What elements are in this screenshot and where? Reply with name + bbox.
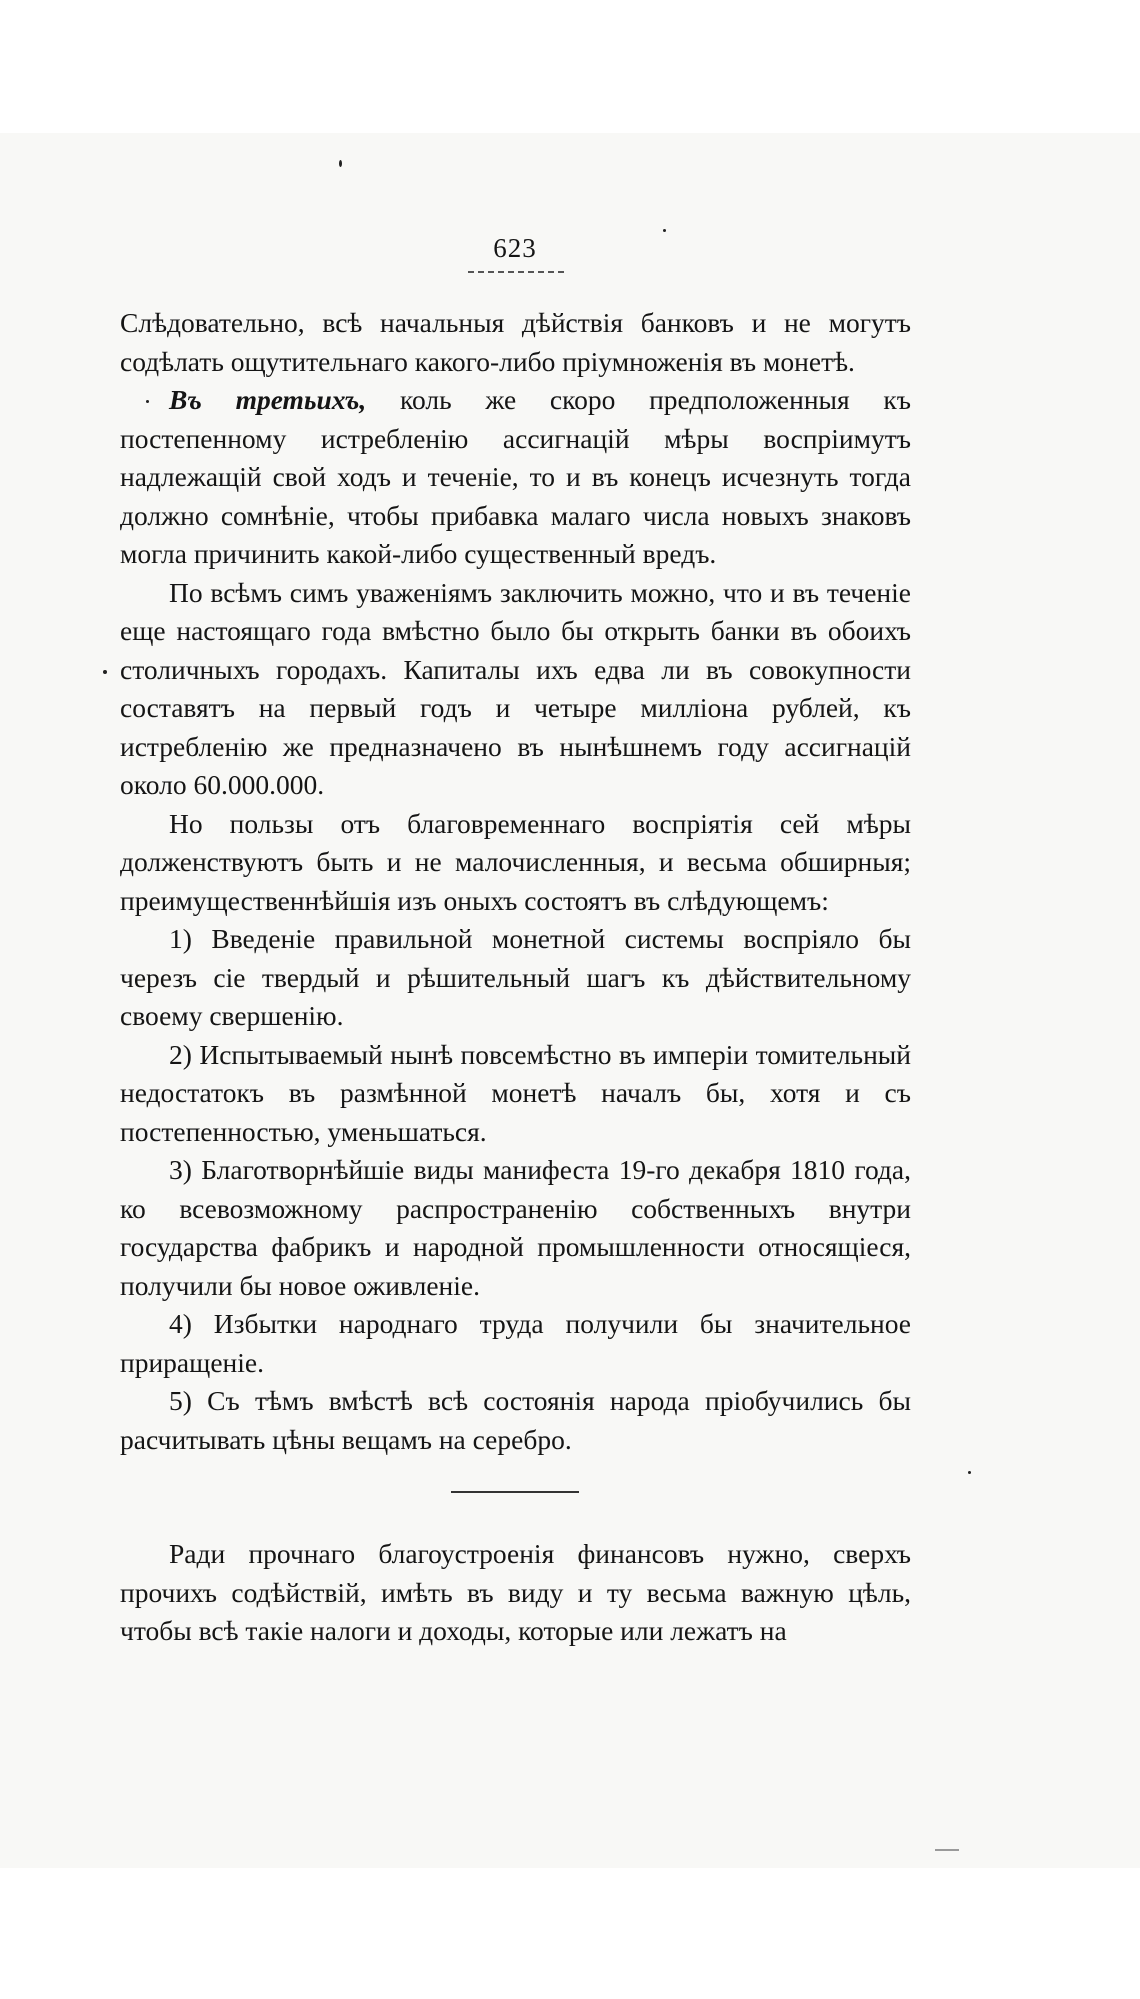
paragraph-1-line-2: содѣлать ощутительнаго какого-либо пріумноженія въ монетѣ. [120, 345, 855, 377]
scan-speck [103, 670, 107, 674]
paragraph-2 [120, 381, 911, 574]
list-item-5: 5) Съ тѣмъ вмѣстѣ всѣ состоянія народа пріобучились бы расчитывать цѣны вещамъ на серебро. [120, 1385, 911, 1455]
list-item-2: 2) Испытываемый нынѣ повсемѣстно въ имперіи томительный недостатокъ въ размѣнной монетѣ началъ бы, хотя и съ постепенностью, уменьшаться. [120, 1038, 911, 1147]
paragraph-2-text: коль же скоро предположенныя къ постепенному истребленію ассигнацій мѣры воспріимутъ надлежащій свой ходъ и теченіе, то и въ конецъ исчезнуть тогда должно сомнѣніе, чтобы прибавка малаго числа новыхъ знаковъ могла причинить какой-либо существенный вредъ. [120, 384, 912, 569]
text-block-lower [120, 1535, 911, 1651]
scan-speck [339, 160, 342, 167]
paragraph-3: По всѣмъ симъ уваженіямъ заключить можно, что и въ теченіе еще настоящаго года вмѣстно было бы открыть банки въ обоихъ столичныхъ городахъ. Капиталы ихъ едва ли въ совокупности составятъ на первый годъ и четыре милліона рублей, къ истребленію же предназначено въ нынѣшнемъ году ассигнацій около 60.000.000. [120, 576, 911, 800]
paragraph-5: Ради прочнаго благоустроенія финансовъ нужно, сверхъ прочихъ содѣйствій, имѣть въ виду и ту весьма важную цѣль, чтобы всѣ такіе налоги и доходы, которые или лежатъ на [120, 1538, 911, 1646]
corner-mark [935, 1849, 959, 1851]
text-block-upper [120, 304, 911, 1459]
section-divider [451, 1491, 579, 1493]
paragraph-1-line-1: Слѣдовательно, всѣ начальныя дѣйствія банковъ и не могутъ [120, 307, 911, 338]
paragraph-2-emphasis: Въ третьихъ, [169, 384, 367, 415]
scan-speck [968, 1471, 971, 1474]
scan-speck [146, 400, 149, 403]
page-number-rule [468, 271, 564, 273]
list-item-1: 1) Введеніе правильной монетной системы воспріяло бы черезъ сіе твердый и рѣшительный шагъ къ дѣйствительному своему свершенію. [120, 923, 911, 1031]
page-number: 623 [493, 233, 537, 263]
list-item-3: 3) Благотворнѣйшіе виды манифеста 19-го декабря 1810 года, ко всевозможному распространенію собственныхъ внутри государства фабрикъ и народной промышленности относящіеся, получили бы новое оживленіе. [120, 1154, 911, 1301]
scan-speck [663, 229, 666, 232]
paragraph-4: Но пользы отъ благовременнаго воспріятія сей мѣры долженствуютъ быть и не малочисленныя, и весьма обширныя; преимущественнѣйшія изъ оныхъ состоятъ въ слѣдующемъ: [120, 807, 911, 916]
list-item-4: 4) Избытки народнаго труда получили бы значительное приращеніе. [120, 1308, 911, 1378]
